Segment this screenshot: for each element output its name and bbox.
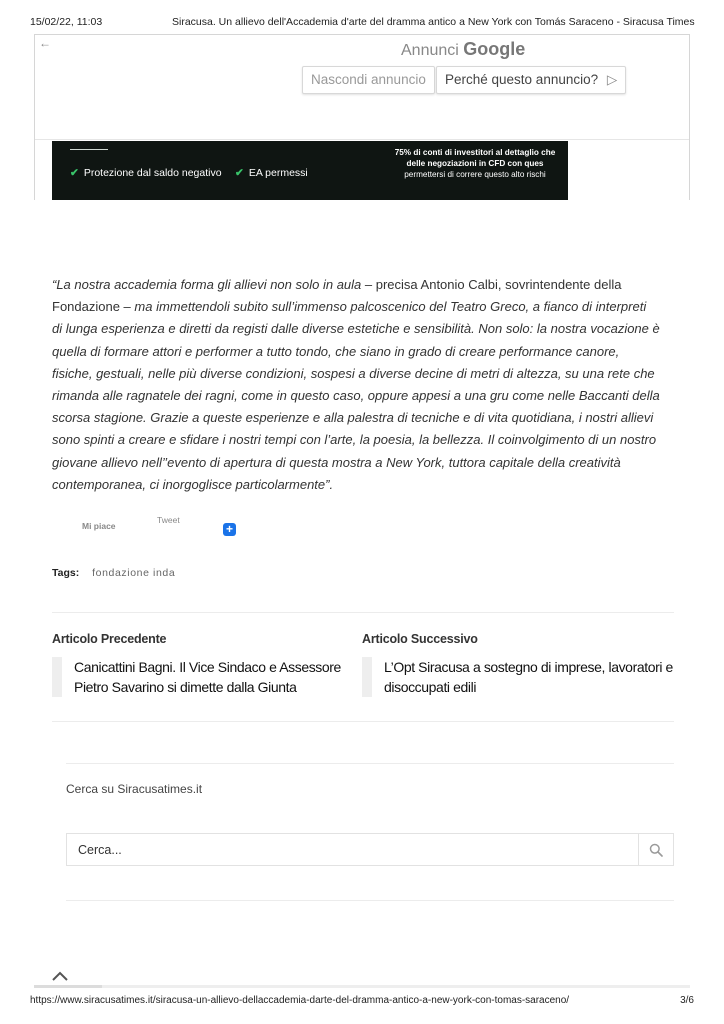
quote-line: [52, 274, 674, 296]
divider: [66, 763, 674, 764]
banner-feature-1-label: Protezione dal saldo negativo: [83, 167, 222, 179]
quote-regular-run: – precisa Antonio Calbi, sovrintendente della: [361, 277, 622, 292]
search-widget-title: Cerca su Siracusatimes.it: [66, 782, 203, 796]
quote-italic-run: sono spinti a creare e sfidare i nostri tempi con l’arte, la poesia, la bellezza. Il coinvolgimento di un nostro: [52, 432, 657, 448]
quote-line: [52, 429, 674, 451]
quote-regular-run: Fondazione –: [52, 299, 135, 315]
quote-italic-run: di lunga esperienza e diretti da registi dalle diverse estetiche e sensibilità. Non solo: la nostra vocazione è: [52, 321, 660, 337]
next-article-title-line1: L’Opt Siracusa a sostegno di imprese, lavoratori e: [384, 659, 673, 675]
quote-italic-run: quella di formare attori e performer a tutto tondo, che siano in grado di creare performance canore,: [52, 343, 620, 359]
share-plus-button[interactable]: +: [223, 523, 236, 536]
hide-ad-button[interactable]: [302, 66, 435, 94]
play-outline-icon: ▷: [606, 72, 618, 87]
quote-italic-run: fisiche, gestuali, nelle più diverse condizioni, sospesi a diverse decine di metri di altezza, su una rete che: [52, 365, 655, 381]
next-article: [362, 632, 674, 697]
print-url: https://www.siracusatimes.it/siracusa-un-allievo-dellaccademia-darte-del-dramma-antico-a-new-york-con-tomas-saraceno/: [30, 995, 570, 1006]
next-article-link[interactable]: [362, 657, 674, 697]
quote-line: [52, 318, 674, 340]
ad-banner[interactable]: [52, 141, 568, 200]
risk-line-1: 75% di conti di investitori al dettaglio che: [394, 148, 556, 157]
hide-ad-label: Nascondi annuncio: [311, 72, 426, 87]
tags: [52, 567, 175, 579]
scroll-indicator: [34, 985, 690, 988]
tags-label: Tags:: [52, 567, 80, 579]
article-quote: [52, 274, 674, 496]
tag-link[interactable]: fondazione inda: [92, 567, 176, 579]
check-icon: ✔: [235, 167, 244, 179]
quote-italic-run: “La nostra accademia forma gli allievi non solo in aula: [52, 277, 362, 292]
divider: [52, 721, 674, 722]
previous-article-title-line2: Pietro Savarino si dimette dalla Giunta: [74, 679, 297, 695]
quote-italic-run: rimanda alle ragnatele dei ragni, come in questo caso, oppure appesi a una gru come nelle Baccanti della: [52, 388, 660, 404]
previous-article-link[interactable]: [52, 657, 364, 697]
google-logo: Google: [463, 39, 526, 59]
previous-article-heading: Articolo Precedente: [52, 632, 167, 646]
back-arrow-icon[interactable]: ←: [39, 36, 51, 50]
quote-italic-run: giovane allievo nell’’evento di apertura di questa mostra a New York, tuttora capitale della creatività: [52, 454, 621, 470]
previous-article-title-line1: Canicattini Bagni. Il Vice Sindaco e Assessore: [74, 659, 341, 675]
quote-line: [52, 385, 674, 407]
quote-line: [52, 407, 674, 429]
search-input[interactable]: [67, 834, 639, 865]
divider: [66, 900, 674, 901]
print-page-title: Siracusa. Un allievo dell'Accademia d'arte del dramma antico a New York con Tomás Saraceno - Siracusa Times: [172, 16, 695, 28]
quote-line: [52, 296, 674, 318]
tweet-button[interactable]: Tweet: [157, 515, 180, 525]
quote-italic-run: contemporanea, ci inorgoglisce particolarmente”.: [52, 476, 334, 492]
risk-line-2: delle negoziazioni in CFD con ques: [406, 159, 544, 168]
banner-feature-1: [70, 167, 222, 179]
quote-line: [52, 363, 674, 385]
next-article-heading: Articolo Successivo: [362, 632, 478, 646]
risk-line-3: permettersi di correre questo alto rischi: [404, 170, 546, 179]
check-icon: ✔: [70, 167, 79, 179]
search-form: [66, 833, 674, 866]
why-this-ad-button[interactable]: [436, 66, 626, 94]
quote-line: [52, 474, 674, 496]
previous-article: [52, 632, 364, 697]
banner-feature-2-label: EA permessi: [248, 167, 308, 179]
scroll-indicator-thumb: [34, 985, 102, 988]
print-date: 15/02/22, 11:03: [30, 16, 103, 28]
why-this-ad-label: Perché questo annuncio?: [445, 72, 599, 87]
quote-italic-run: ma immettendoli subito sull’immenso palcoscenico del Teatro Greco, a fianco di interpreti: [134, 299, 647, 315]
banner-feature-2: [235, 167, 308, 179]
print-page-number: 3/6: [680, 995, 694, 1006]
search-icon[interactable]: [649, 843, 663, 857]
quote-italic-run: scorsa stagione. Grazie a queste esperienze e alla palestra di tecniche e di vita quotidiana, i nostri allievi: [52, 410, 654, 426]
chevron-up-icon[interactable]: [50, 969, 70, 983]
ad-brand-prefix: Annunci: [401, 42, 459, 59]
quote-line: [52, 341, 674, 363]
ad-brand: [401, 39, 525, 60]
ad-separator: [35, 139, 689, 140]
banner-rule: [70, 149, 108, 150]
next-article-title-line2: disoccupati edili: [384, 679, 477, 695]
banner-risk-warning: [380, 147, 568, 180]
quote-line: [52, 452, 674, 474]
divider: [52, 612, 674, 613]
like-button[interactable]: Mi piace: [82, 521, 116, 531]
